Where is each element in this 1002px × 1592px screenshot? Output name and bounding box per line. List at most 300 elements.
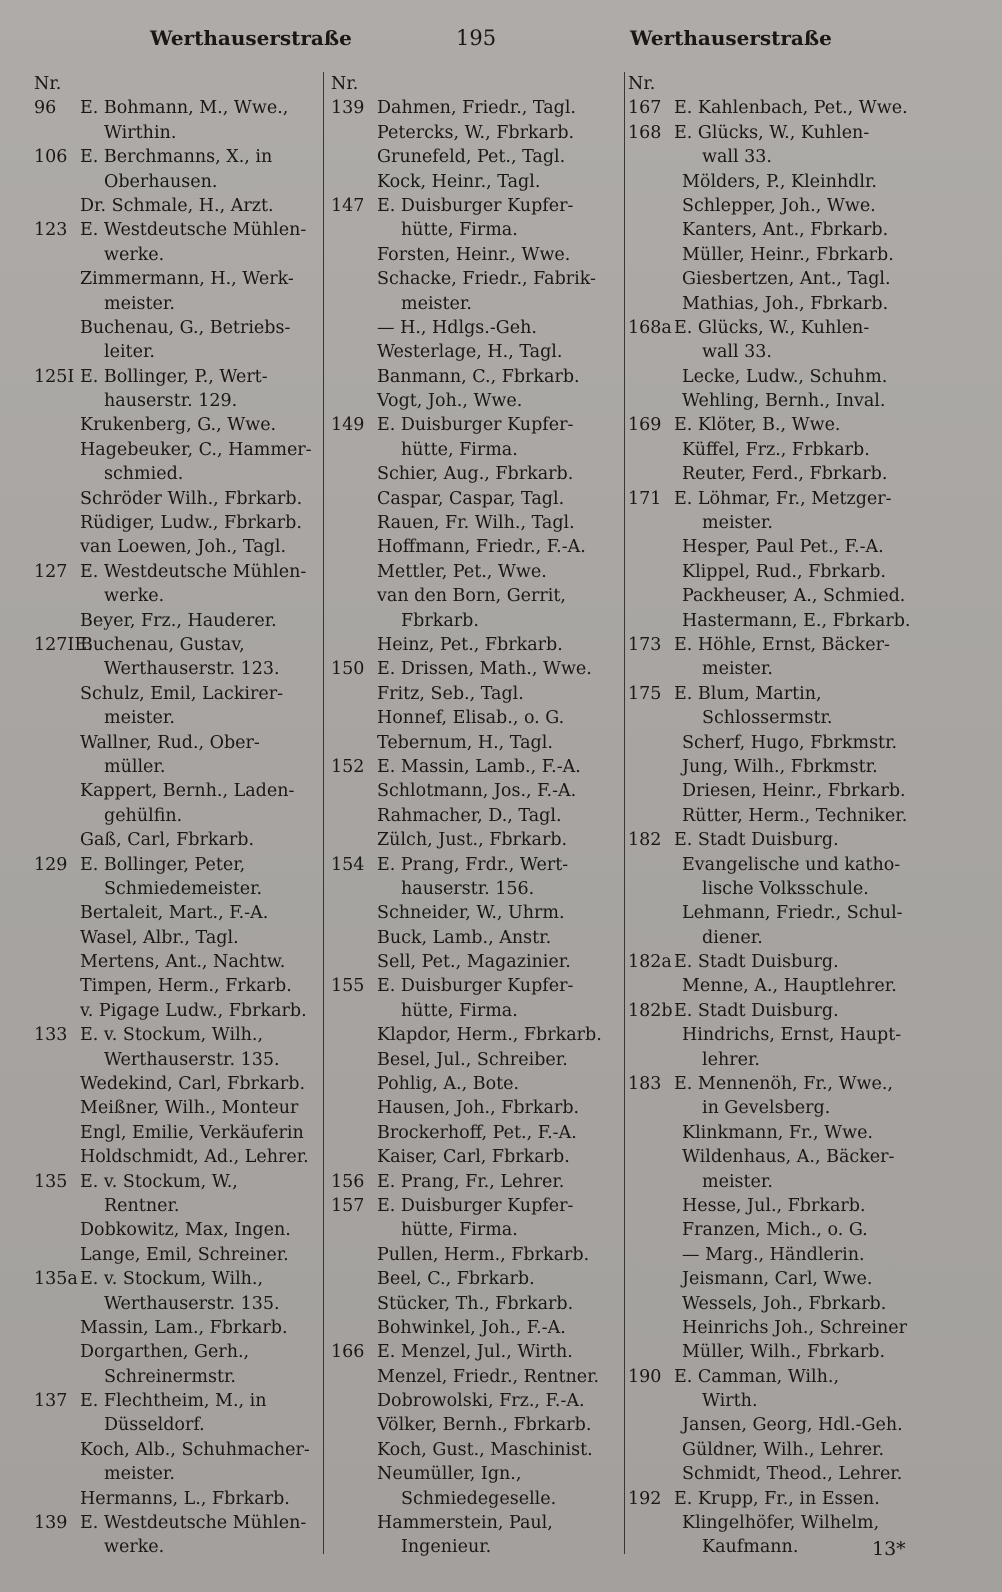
- entry-text: Meißner, Wilh., Monteur: [80, 1098, 299, 1119]
- entry-text: Schreinermstr.: [104, 1366, 236, 1387]
- directory-line: [34, 1048, 324, 1072]
- directory-line: [331, 340, 623, 364]
- directory-line: [628, 1389, 928, 1413]
- entry-text: E. Kahlenbach, Pet., Wwe.: [674, 98, 908, 119]
- entry-text: Jansen, Georg, Hdl.-Geh.: [682, 1415, 903, 1436]
- directory-line: [628, 340, 928, 364]
- entry-text: Hagebeuker, C., Hammer-: [80, 439, 312, 460]
- directory-line: [34, 657, 324, 681]
- house-number: 155: [331, 976, 365, 997]
- directory-line: [331, 1267, 623, 1291]
- entry-text: Hoffmann, Friedr., F.-A.: [377, 537, 586, 558]
- entry-text: Klinkmann, Fr., Wwe.: [682, 1122, 873, 1143]
- column-divider: [624, 72, 625, 1554]
- entry-text: E. Westdeutsche Mühlen-: [80, 1513, 307, 1534]
- entry-text: Müller, Heinr., Fbrkarb.: [682, 244, 894, 265]
- directory-line: [628, 316, 928, 340]
- entry-text: Klapdor, Herm., Fbrkarb.: [377, 1025, 602, 1046]
- house-number: 139: [34, 1513, 68, 1534]
- directory-line: [34, 170, 324, 194]
- entry-text: Sell, Pet., Magazinier.: [377, 952, 571, 973]
- directory-line: [331, 365, 623, 389]
- entry-text: van den Born, Gerrit,: [377, 586, 566, 607]
- directory-line: [331, 1438, 623, 1462]
- entry-text: Wirthin.: [104, 122, 177, 143]
- entry-text: Westerlage, H., Tagl.: [377, 342, 563, 363]
- directory-line: [628, 1267, 928, 1291]
- directory-line: [34, 706, 324, 730]
- directory-line: [331, 121, 623, 145]
- column-3: [628, 72, 928, 1560]
- directory-line: [628, 1048, 928, 1072]
- entry-text: E. Krupp, Fr., in Essen.: [674, 1488, 880, 1509]
- entry-text: Franzen, Mich., o. G.: [682, 1220, 868, 1241]
- directory-line: [628, 170, 928, 194]
- directory-line: [34, 828, 324, 852]
- house-number: 168: [628, 122, 662, 143]
- entry-text: Pullen, Herm., Fbrkarb.: [377, 1244, 590, 1265]
- directory-line: [34, 1340, 324, 1364]
- entry-text: Jung, Wilh., Fbrkmstr.: [682, 756, 878, 777]
- entry-text: Buchenau, Gustav,: [80, 634, 245, 655]
- entry-text: E. Mennenöh, Fr., Wwe.,: [674, 1074, 893, 1095]
- entry-text: Wedekind, Carl, Fbrkarb.: [80, 1074, 306, 1095]
- entry-text: Küffel, Frz., Frbkarb.: [682, 439, 870, 460]
- entry-text: Menne, A., Hauptlehrer.: [682, 976, 897, 997]
- entry-text: Tebernum, H., Tagl.: [377, 732, 553, 753]
- entry-text: hütte, Firma.: [401, 1000, 518, 1021]
- house-number: 135a: [34, 1269, 78, 1290]
- directory-line: [628, 413, 928, 437]
- directory-line: [628, 950, 928, 974]
- house-number: 190: [628, 1366, 662, 1387]
- directory-line: [34, 779, 324, 803]
- directory-line: [34, 1413, 324, 1437]
- entry-text: Kappert, Bernh., Laden-: [80, 781, 295, 802]
- entry-text: meister.: [104, 293, 175, 314]
- directory-line: [34, 609, 324, 633]
- directory-line: [331, 535, 623, 559]
- entry-text: hütte, Firma.: [401, 439, 518, 460]
- directory-line: [34, 1511, 324, 1535]
- directory-line: [628, 706, 928, 730]
- entry-text: Giesbertzen, Ant., Tagl.: [682, 269, 891, 290]
- directory-line: [331, 584, 623, 608]
- entry-text: Schacke, Friedr., Fabrik-: [377, 269, 596, 290]
- entry-text: Düsseldorf.: [104, 1415, 205, 1436]
- directory-line: [628, 731, 928, 755]
- directory-line: [331, 413, 623, 437]
- entry-text: meister.: [104, 708, 175, 729]
- entry-text: Honnef, Elisab., o. G.: [377, 708, 565, 729]
- page-number: 195: [456, 26, 497, 50]
- directory-line: [34, 1121, 324, 1145]
- directory-line: [628, 1511, 928, 1535]
- directory-line: [331, 1413, 623, 1437]
- entry-text: meister.: [702, 1171, 773, 1192]
- directory-line: [628, 1292, 928, 1316]
- entry-text: leiter.: [104, 342, 155, 363]
- directory-line: [34, 633, 324, 657]
- directory-line: [34, 804, 324, 828]
- house-number: 182b: [628, 1000, 673, 1021]
- directory-line: [34, 218, 324, 242]
- entry-text: müller.: [104, 756, 166, 777]
- entry-text: Rütter, Herm., Techniker.: [682, 805, 908, 826]
- entry-text: Völker, Bernh., Fbrkarb.: [377, 1415, 592, 1436]
- directory-line: [331, 1316, 623, 1340]
- entry-text: Holdschmidt, Ad., Lehrer.: [80, 1147, 309, 1168]
- entry-text: — H., Hdlgs.-Geh.: [377, 317, 537, 338]
- entry-text: werke.: [104, 244, 165, 265]
- house-number: 152: [331, 756, 365, 777]
- directory-line: [628, 999, 928, 1023]
- entry-text: Schulz, Emil, Lackirer-: [80, 683, 284, 704]
- entry-text: v. Pigage Ludw., Fbrkarb.: [80, 1000, 307, 1021]
- header-street-left: Werthauserstraße: [150, 26, 352, 50]
- directory-line: [331, 1292, 623, 1316]
- house-number: 192: [628, 1488, 662, 1509]
- entry-text: werke.: [104, 1537, 165, 1558]
- house-number: 156: [331, 1171, 365, 1192]
- entry-text: diener.: [702, 927, 763, 948]
- house-number: 169: [628, 415, 662, 436]
- directory-line: [628, 877, 928, 901]
- directory-line: [331, 1243, 623, 1267]
- directory-line: [331, 194, 623, 218]
- entry-text: gehülfin.: [104, 805, 183, 826]
- entry-text: Grunefeld, Pet., Tagl.: [377, 147, 566, 168]
- directory-line: [331, 267, 623, 291]
- house-number: 96: [34, 98, 57, 119]
- entry-text: Schmiedemeister.: [104, 878, 263, 899]
- directory-line: [34, 462, 324, 486]
- entry-text: Lange, Emil, Schreiner.: [80, 1244, 289, 1265]
- entry-text: Rüdiger, Ludw., Fbrkarb.: [80, 513, 302, 534]
- directory-line: [628, 1023, 928, 1047]
- entry-text: Beyer, Frz., Hauderer.: [80, 610, 277, 631]
- entry-text: E. Menzel, Jul., Wirth.: [377, 1342, 573, 1363]
- directory-line: [34, 1267, 324, 1291]
- entry-text: Lecke, Ludw., Schuhm.: [682, 366, 888, 387]
- entry-text: Wildenhaus, A., Bäcker-: [682, 1147, 895, 1168]
- directory-line: [628, 1316, 928, 1340]
- entry-text: lehrer.: [702, 1049, 760, 1070]
- entry-text: Kaiser, Carl, Fbrkarb.: [377, 1147, 570, 1168]
- directory-line: [34, 682, 324, 706]
- entry-text: Fbrkarb.: [401, 610, 479, 631]
- entry-text: Petercks, W., Fbrkarb.: [377, 122, 575, 143]
- entry-text: Mertens, Ant., Nachtw.: [80, 952, 286, 973]
- directory-line: [331, 218, 623, 242]
- entry-text: Buchenau, G., Betriebs-: [80, 317, 291, 338]
- directory-line: [331, 1170, 623, 1194]
- entry-text: Güldner, Wilh., Lehrer.: [682, 1439, 885, 1460]
- directory-line: [331, 1340, 623, 1364]
- directory-line: [331, 1194, 623, 1218]
- directory-line: [34, 560, 324, 584]
- entry-text: Reuter, Ferd., Fbrkarb.: [682, 464, 888, 485]
- directory-line: [34, 950, 324, 974]
- directory-line: [34, 389, 324, 413]
- directory-line: [628, 901, 928, 925]
- entry-text: Klingelhöfer, Wilhelm,: [682, 1513, 880, 1534]
- directory-line: [34, 413, 324, 437]
- entry-text: Banmann, C., Fbrkarb.: [377, 366, 580, 387]
- entry-text: Hammerstein, Paul,: [377, 1513, 553, 1534]
- entry-text: wall 33.: [702, 342, 772, 363]
- directory-line: [331, 706, 623, 730]
- directory-line: [331, 657, 623, 681]
- directory-line: [331, 243, 623, 267]
- directory-line: [628, 1462, 928, 1486]
- entry-text: Rentner.: [104, 1195, 180, 1216]
- entry-text: Dobkowitz, Max, Ingen.: [80, 1220, 291, 1241]
- entry-text: Nr.: [628, 74, 656, 94]
- entry-text: hütte, Firma.: [401, 220, 518, 241]
- directory-line: [628, 194, 928, 218]
- entry-text: Ingenieur.: [401, 1537, 492, 1558]
- directory-line: [331, 487, 623, 511]
- directory-line: [34, 1316, 324, 1340]
- directory-line: [628, 633, 928, 657]
- directory-line: [628, 926, 928, 950]
- directory-line: [34, 853, 324, 877]
- house-number: 157: [331, 1195, 365, 1216]
- entry-text: Werthauserstr. 135.: [104, 1049, 280, 1070]
- directory-line: [34, 731, 324, 755]
- signature-mark: 13*: [872, 1538, 906, 1560]
- directory-line: [628, 462, 928, 486]
- entry-text: Kanters, Ant., Fbrkarb.: [682, 220, 889, 241]
- entry-text: E. Bollinger, P., Wert-: [80, 366, 268, 387]
- directory-line: [628, 1096, 928, 1120]
- directory-line: [628, 779, 928, 803]
- entry-text: E. Duisburger Kupfer-: [377, 195, 574, 216]
- directory-line: [34, 340, 324, 364]
- directory-line: [34, 1365, 324, 1389]
- directory-line: [34, 1389, 324, 1413]
- directory-line: [331, 1389, 623, 1413]
- directory-line: [628, 487, 928, 511]
- directory-line: [331, 72, 623, 96]
- entry-text: E. v. Stockum, W.,: [80, 1171, 238, 1192]
- entry-text: E. Duisburger Kupfer-: [377, 1195, 574, 1216]
- entry-text: Wasel, Albr., Tagl.: [80, 927, 239, 948]
- directory-line: [628, 145, 928, 169]
- entry-text: Müller, Wilh., Fbrkarb.: [682, 1342, 886, 1363]
- entry-text: wall 33.: [702, 147, 772, 168]
- directory-line: [628, 1170, 928, 1194]
- house-number: 171: [628, 488, 662, 509]
- directory-line: [628, 682, 928, 706]
- entry-text: Buck, Lamb., Anstr.: [377, 927, 552, 948]
- directory-line: [34, 1145, 324, 1169]
- directory-line: [34, 1487, 324, 1511]
- directory-line: [628, 365, 928, 389]
- directory-line: [331, 853, 623, 877]
- directory-line: [628, 1413, 928, 1437]
- entry-text: Schneider, W., Uhrm.: [377, 903, 565, 924]
- directory-line: [331, 609, 623, 633]
- directory-line: [331, 1218, 623, 1242]
- directory-line: [34, 1292, 324, 1316]
- directory-line: [628, 1340, 928, 1364]
- house-number: 168a: [628, 317, 672, 338]
- header-street-right: Werthauserstraße: [630, 26, 832, 50]
- house-number: 173: [628, 634, 662, 655]
- entry-text: Driesen, Heinr., Fbrkarb.: [682, 781, 906, 802]
- directory-line: [331, 145, 623, 169]
- entry-text: Wirth.: [702, 1391, 758, 1412]
- entry-text: E. v. Stockum, Wilh.,: [80, 1025, 264, 1046]
- entry-text: meister.: [702, 659, 773, 680]
- directory-line: [331, 1121, 623, 1145]
- page-header: [0, 26, 1002, 56]
- directory-line: [331, 999, 623, 1023]
- directory-line: [34, 1243, 324, 1267]
- directory-line: [628, 1072, 928, 1096]
- directory-line: [628, 243, 928, 267]
- entry-text: E. Glücks, W., Kuhlen-: [674, 122, 870, 143]
- entry-text: E. Klöter, B., Wwe.: [674, 415, 841, 436]
- entry-text: Koch, Gust., Maschinist.: [377, 1439, 593, 1460]
- entry-text: Timpen, Herm., Frkarb.: [80, 976, 292, 997]
- directory-line: [331, 438, 623, 462]
- directory-line: [628, 974, 928, 998]
- directory-line: [34, 72, 324, 96]
- entry-text: Schröder Wilh., Fbrkarb.: [80, 488, 303, 509]
- entry-text: schmied.: [104, 464, 184, 485]
- directory-line: [331, 950, 623, 974]
- directory-line: [331, 779, 623, 803]
- entry-text: Bohwinkel, Joh., F.-A.: [377, 1317, 566, 1338]
- entry-text: Dahmen, Friedr., Tagl.: [377, 98, 576, 119]
- directory-line: [331, 170, 623, 194]
- directory-line: [331, 1048, 623, 1072]
- entry-text: Nr.: [331, 74, 359, 94]
- directory-line: [331, 96, 623, 120]
- house-number: 137: [34, 1391, 68, 1412]
- entry-text: Menzel, Friedr., Rentner.: [377, 1366, 600, 1387]
- entry-text: E. Stadt Duisburg.: [674, 1000, 839, 1021]
- directory-line: [628, 609, 928, 633]
- entry-text: Massin, Lam., Fbrkarb.: [80, 1317, 288, 1338]
- entry-text: Packheuser, A., Schmied.: [682, 586, 906, 607]
- directory-line: [628, 1218, 928, 1242]
- entry-text: E. Prang, Frdr., Wert-: [377, 854, 569, 875]
- directory-line: [34, 267, 324, 291]
- entry-text: Mathias, Joh., Fbrkarb.: [682, 293, 889, 314]
- directory-line: [331, 682, 623, 706]
- entry-text: E. v. Stockum, Wilh.,: [80, 1269, 264, 1290]
- directory-line: [628, 292, 928, 316]
- entry-text: Krukenberg, G., Wwe.: [80, 415, 277, 436]
- entry-text: Stücker, Th., Fbrkarb.: [377, 1293, 574, 1314]
- house-number: 182: [628, 830, 662, 851]
- entry-text: E. Massin, Lamb., F.-A.: [377, 756, 581, 777]
- entry-text: E. Westdeutsche Mühlen-: [80, 220, 307, 241]
- entry-text: Wessels, Joh., Fbrkarb.: [682, 1293, 887, 1314]
- entry-text: Forsten, Heinr., Wwe.: [377, 244, 571, 265]
- directory-line: [331, 292, 623, 316]
- entry-text: E. Stadt Duisburg.: [674, 952, 839, 973]
- house-number: 183: [628, 1074, 662, 1095]
- directory-line: [331, 1535, 623, 1559]
- directory-line: [34, 1218, 324, 1242]
- entry-text: Jeismann, Carl, Wwe.: [682, 1269, 873, 1290]
- directory-line: [628, 96, 928, 120]
- entry-text: E. Löhmar, Fr., Metzger-: [674, 488, 892, 509]
- entry-text: Nr.: [34, 74, 62, 94]
- directory-line: [628, 853, 928, 877]
- entry-text: Schmidt, Theod., Lehrer.: [682, 1464, 903, 1485]
- directory-line: [331, 974, 623, 998]
- entry-text: hütte, Firma.: [401, 1220, 518, 1241]
- directory-line: [628, 1243, 928, 1267]
- directory-line: [628, 1487, 928, 1511]
- entry-text: Gaß, Carl, Fbrkarb.: [80, 830, 255, 851]
- directory-line: [331, 316, 623, 340]
- entry-text: Schlossermstr.: [702, 708, 833, 729]
- directory-line: [34, 365, 324, 389]
- directory-line: [34, 194, 324, 218]
- directory-line: [628, 267, 928, 291]
- directory-line: [331, 755, 623, 779]
- directory-line: [331, 926, 623, 950]
- directory-line: [331, 901, 623, 925]
- directory-line: [628, 72, 928, 96]
- directory-line: [331, 828, 623, 852]
- entry-text: Caspar, Caspar, Tagl.: [377, 488, 565, 509]
- directory-line: [34, 999, 324, 1023]
- entry-text: hauserstr. 129.: [104, 391, 238, 412]
- directory-line: [628, 755, 928, 779]
- entry-text: E. Blum, Martin,: [674, 683, 822, 704]
- entry-text: Wallner, Rud., Ober-: [80, 732, 260, 753]
- directory-line: [34, 901, 324, 925]
- entry-text: E. Drissen, Math., Wwe.: [377, 659, 592, 680]
- entry-text: Oberhausen.: [104, 171, 218, 192]
- entry-text: meister.: [104, 1464, 175, 1485]
- entry-text: Heinrichs Joh., Schreiner: [682, 1317, 907, 1338]
- directory-line: [34, 1438, 324, 1462]
- directory-line: [331, 511, 623, 535]
- directory-line: [331, 731, 623, 755]
- house-number: 175: [628, 683, 662, 704]
- directory-line: [628, 1194, 928, 1218]
- entry-text: Klippel, Rud., Fbrkarb.: [682, 561, 886, 582]
- entry-text: Wehling, Bernh., Inval.: [682, 391, 886, 412]
- entry-text: Schlotmann, Jos., F.-A.: [377, 781, 577, 802]
- entry-text: E. Westdeutsche Mühlen-: [80, 561, 307, 582]
- entry-text: Hastermann, E., Fbrkarb.: [682, 610, 911, 631]
- entry-text: Mölders, P., Kleinhdlr.: [682, 171, 877, 192]
- house-number: 133: [34, 1025, 68, 1046]
- house-number: 182a: [628, 952, 672, 973]
- directory-line: [331, 804, 623, 828]
- column-2: [331, 72, 623, 1560]
- entry-text: E. Camman, Wilh.,: [674, 1366, 840, 1387]
- house-number: 123: [34, 220, 68, 241]
- directory-line: [331, 1023, 623, 1047]
- directory-line: [34, 755, 324, 779]
- directory-line: [628, 657, 928, 681]
- entry-text: E. Prang, Fr., Lehrer.: [377, 1171, 565, 1192]
- entry-text: Bertaleit, Mart., F.-A.: [80, 903, 269, 924]
- entry-text: Lehmann, Friedr., Schul-: [682, 903, 903, 924]
- directory-line: [34, 1194, 324, 1218]
